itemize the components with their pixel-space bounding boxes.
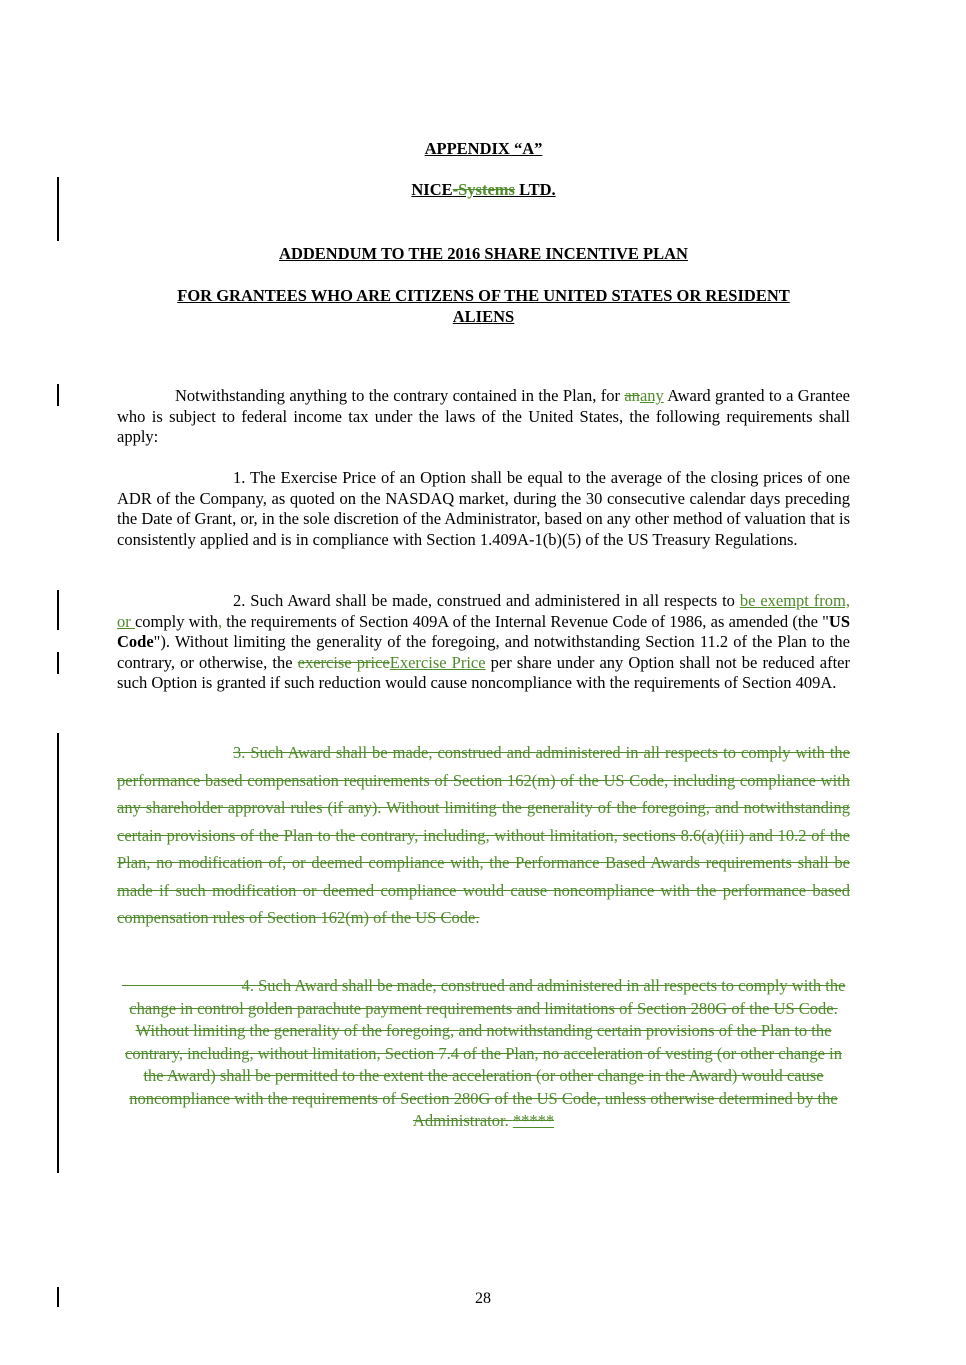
item-2-text: 2. Such Award shall be made, construed and administered in all respects to (233, 591, 740, 610)
item-3-paragraph-deleted: 3. Such Award shall be made, construed and administered in all respects to comply with the performance based compensation requirements of Section 162(m) of the US Code, including compliance with any shareholder approval rules (if any). Without limiting the generality of the foregoing, and notwithstanding certain provisions of the Plan to the contrary, including, without limitation, sections 8.6(a)(iii) and 10.2 of the Plan, no modification of, or deemed compliance with, the Performance Based Awards requirements shall be made if such modification or deemed compliance would cause noncompliance with the performance based compensation rules of Section 162(m) of the US Code. (117, 743, 850, 927)
defined-term: US Code (117, 611, 850, 651)
item-2-text: comply with (134, 611, 218, 631)
change-bar (57, 652, 59, 674)
indent-strike (122, 985, 242, 986)
inserted-text: Exercise Price (389, 652, 486, 672)
company-suffix: LTD. (514, 180, 556, 199)
grantees-title-line2: ALIENS (452, 307, 515, 326)
deleted-text: -Systems (452, 180, 515, 199)
grantees-title (117, 285, 850, 327)
item-2-text: "). Without limiting the generality of the foregoing, and notwithstanding Section 11.2 of the Plan to the contrary, or otherwise, the (117, 632, 850, 672)
change-bar (57, 384, 59, 406)
item-4-paragraph-deleted (117, 975, 850, 1133)
inserted-text: , (217, 611, 223, 631)
item-4-text: 4. Such Award shall be made, construed and administered in all respects to comply with the change in control golden parachute payment requirements and limitations of Section 280G of the US Code. Without limiting the generality of the foregoing, and notwithstanding certain provisions of the Plan to the contrary, including, without limitation, Section 7.4 of the Plan, no acceleration of vesting (or other change in the Award) shall be permitted to the extent the acceleration (or other change in the Award) would cause noncompliance with the requirements of Section 280G of the US Code, unless otherwise determined by the Administrator. (125, 976, 846, 1130)
intro-text: Notwithstanding anything to the contrary contained in the Plan, for (175, 386, 625, 405)
deleted-text: exercise price (297, 652, 390, 672)
item-2-paragraph (117, 591, 850, 694)
deleted-text: an (624, 386, 640, 405)
inserted-text: any (639, 386, 664, 405)
intro-text-rest: Award granted to a Grantee who is subject to federal income tax under the laws of the United States, the following requirements shall apply: (117, 386, 851, 446)
inserted-text: be exempt from, or (117, 591, 850, 631)
item-1-paragraph: 1. The Exercise Price of an Option shall be equal to the average of the closing prices of one ADR of the Company, as quoted on the NASDAQ market, during the 30 consecutive calendar days preceding the Date of Grant, or, in the sole discretion of the Administrator, based on any other method of valuation that is consistently applied and is in compliance with Section 1.409A-1(b)(5) of the US Treasury Regulations. (117, 468, 850, 549)
grantees-title-line1: FOR GRANTEES WHO ARE CITIZENS OF THE UNITED STATES OR RESIDENT (177, 286, 790, 305)
appendix-title: APPENDIX “A” (424, 139, 543, 158)
company-name (117, 180, 850, 200)
change-bar (57, 177, 59, 241)
item-2-text: the requirements of Section 409A of the Internal Revenue Code of 1986, as amended (the " (222, 611, 829, 631)
inserted-text: ***** (512, 1111, 555, 1130)
page-number: 28 (475, 1290, 491, 1307)
intro-paragraph (117, 386, 850, 448)
item-2-text: per share under any Option shall not be reduced after such Option is granted if such reduction would cause noncompliance with the requirements of Section 409A. (117, 652, 850, 692)
change-bar (57, 733, 59, 1173)
company-prefix: NICE (411, 180, 453, 199)
addendum-title: ADDENDUM TO THE 2016 SHARE INCENTIVE PLAN (279, 244, 688, 263)
change-bar (57, 590, 59, 630)
